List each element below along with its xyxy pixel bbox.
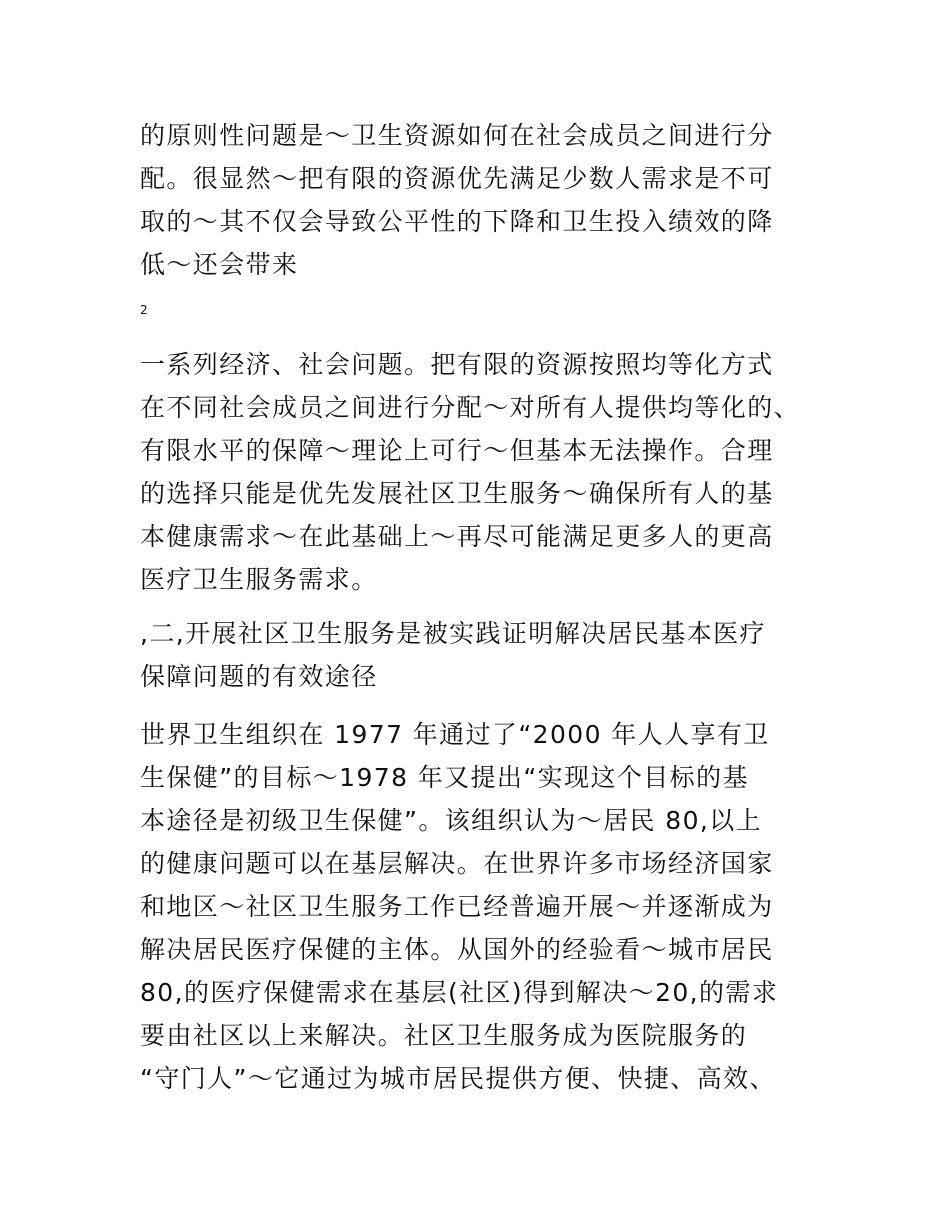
- text-line: 的健康问题可以在基层解决。在世界许多市场经济国家: [140, 849, 774, 878]
- text-line: 配。很显然～把有限的资源优先满足少数人需求是不可: [140, 164, 774, 193]
- text-line: 生保健”的目标～1978 年又提出“实现这个目标的基: [140, 763, 749, 792]
- paragraph-2: [140, 343, 830, 601]
- text-line: 在不同社会成员之间进行分配～对所有人提供均等化的、: [140, 393, 801, 422]
- section-heading: [140, 612, 830, 698]
- text-line: 的选择只能是优先发展社区卫生服务～确保所有人的基: [140, 479, 774, 508]
- text-line: 本健康需求～在此基础上～再尽可能满足更多人的更高: [140, 522, 774, 551]
- text-line: 有限水平的保障～理论上可行～但基本无法操作。合理: [140, 436, 774, 465]
- text-line: “守门人”～它通过为城市居民提供方便、快捷、高效、: [140, 1064, 776, 1093]
- text-line: 一系列经济、社会问题。把有限的资源按照均等化方式: [140, 350, 774, 379]
- text-line: 和地区～社区卫生服务工作已经普遍开展～并逐渐成为: [140, 892, 774, 921]
- heading-line: ,二,开展社区卫生服务是被实践证明解决居民基本医疗: [140, 619, 766, 648]
- text-line: 要由社区以上来解决。社区卫生服务成为医院服务的: [140, 1021, 748, 1050]
- paragraph-1: [140, 114, 830, 286]
- text-line: 的原则性问题是～卫生资源如何在社会成员之间进行分: [140, 121, 774, 150]
- text-line: 本途径是初级卫生保健”。该组织认为～居民 80,以上: [140, 806, 763, 835]
- page-number: 2: [140, 303, 148, 317]
- text-line: 80,的医疗保健需求在基层(社区)得到解决～20,的需求: [140, 978, 779, 1007]
- text-line: 世界卫生组织在 1977 年通过了“2000 年人人享有卫: [140, 720, 770, 749]
- paragraph-3: [140, 713, 830, 1100]
- text-line: 解决居民医疗保健的主体。从国外的经验看～城市居民: [140, 935, 774, 964]
- text-line: 低～还会带来: [140, 250, 299, 279]
- text-line: 取的～其不仅会导致公平性的下降和卫生投入绩效的降: [140, 207, 774, 236]
- text-line: 医疗卫生服务需求。: [140, 565, 378, 594]
- heading-line: 保障问题的有效途径: [140, 662, 378, 691]
